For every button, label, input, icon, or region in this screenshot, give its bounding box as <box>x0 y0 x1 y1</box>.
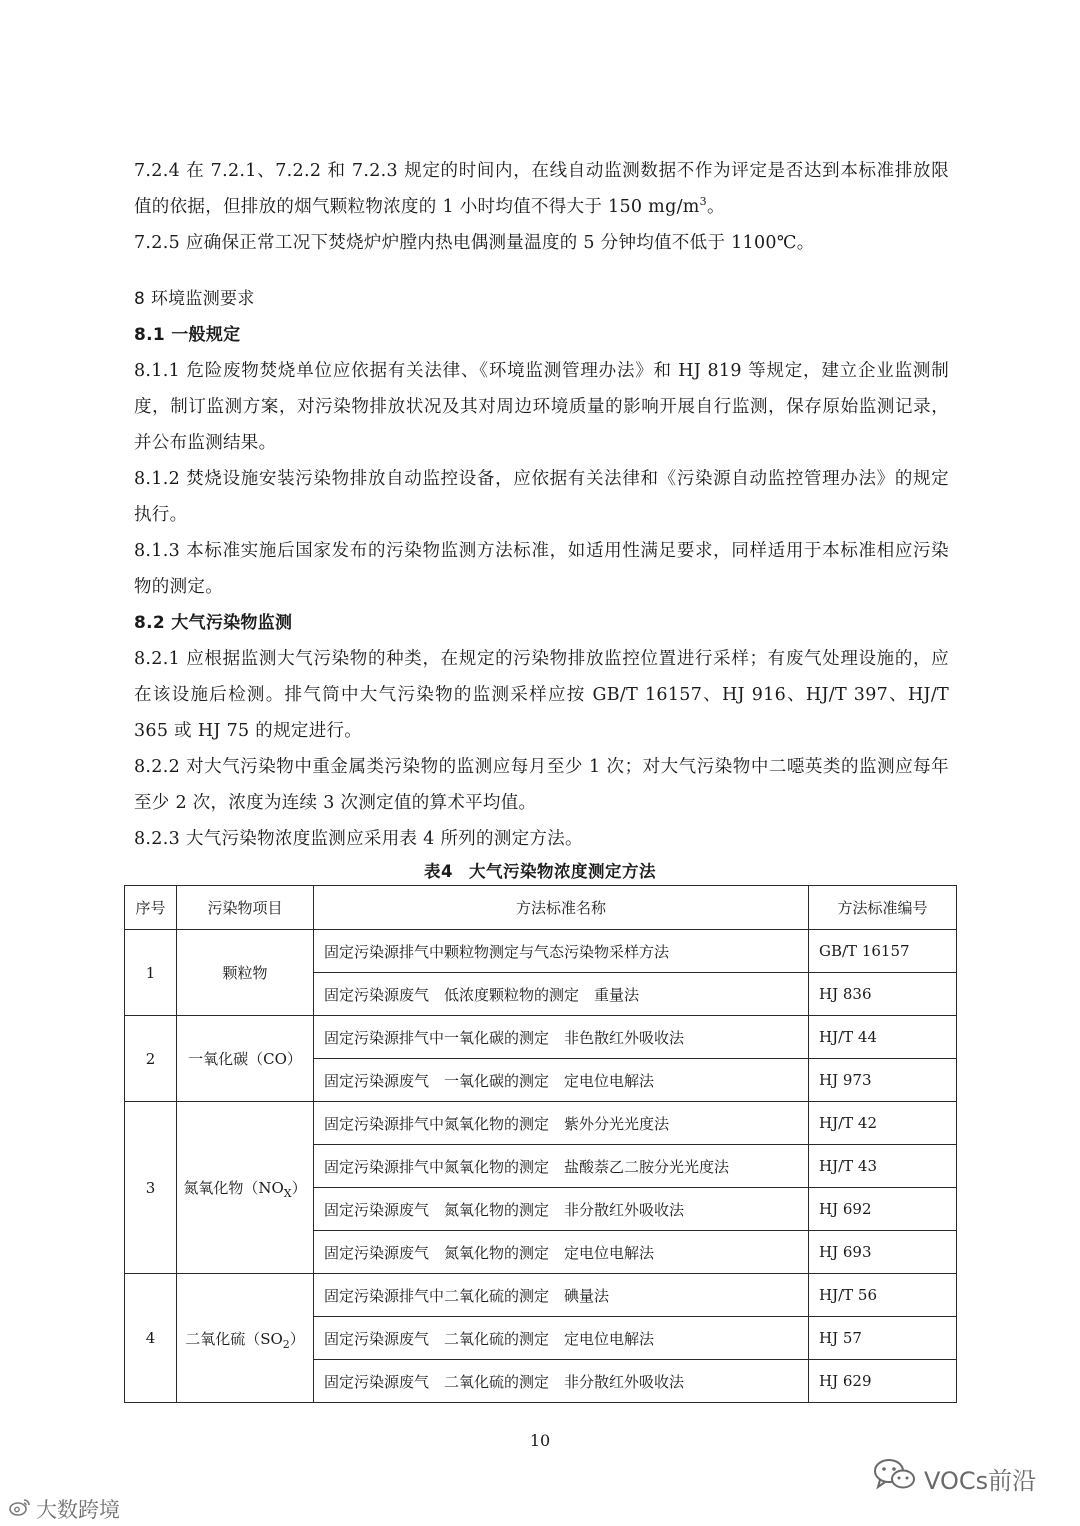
clause-8-2-3: 8.2.3 大气污染物浓度监测应采用表 4 所列的测定方法。 <box>134 829 583 849</box>
table-row <box>125 1102 957 1145</box>
method-name: 固定污染源废气 低浓度颗粒物的测定 重量法 <box>314 973 809 1016</box>
pollutant-item: 一氧化碳（CO） <box>177 1016 314 1102</box>
methods-table <box>124 885 957 1403</box>
table-header-row <box>125 886 957 930</box>
wechat-icon <box>872 1457 918 1499</box>
clause-8-1-2: 8.1.2 焚烧设施安装污染物排放自动监控设备，应依据有关法律和《污染源自动监控管理办法》的规定执行。 <box>134 469 949 525</box>
pollutant-item: 氮氧化物$(NO_X)$ <box>177 1102 314 1274</box>
watermark-right-text: VOCs前沿 <box>924 1466 1037 1495</box>
watermark-right <box>872 1457 1036 1499</box>
method-code: HJ 836 <box>809 973 957 1016</box>
method-name: 固定污染源废气 氮氧化物的测定 非分散红外吸收法 <box>314 1188 809 1231</box>
method-name: 固定污染源废气 氮氧化物的测定 定电位电解法 <box>314 1231 809 1274</box>
clause-7-2-4: 7.2.4 在 7.2.1、7.2.2 和 7.2.3 规定的时间内，在线自动监测数据不作为评定是否达到本标准排放限值的依据，但排放的烟气颗粒物浓度的 1 小时均值不得大于 150 $mg/m^3$。 <box>134 161 949 217</box>
section-8-2-heading: 8.2 大气污染物监测 <box>134 613 293 633</box>
section-8-1-heading: 8.1 一般规定 <box>134 325 241 345</box>
section-8-heading: 8 环境监测要求 <box>134 289 255 309</box>
method-name: 固定污染源排气中颗粒物测定与气态污染物采样方法 <box>314 930 809 973</box>
method-code: HJ/T 43 <box>809 1145 957 1188</box>
clause-8-2-1: 8.2.1 应根据监测大气污染物的种类，在规定的污染物排放监控位置进行采样；有废气处理设施的，应在该设施后检测。排气筒中大气污染物的监测采样应按 GB/T 16157、HJ 916、HJ/T 397、HJ/T 365 或 HJ 75 的规定进行。 <box>134 649 949 741</box>
document-body <box>134 153 949 857</box>
method-name: 固定污染源废气 一氧化碳的测定 定电位电解法 <box>314 1059 809 1102</box>
method-code: HJ 692 <box>809 1188 957 1231</box>
method-name: 固定污染源排气中一氧化碳的测定 非色散红外吸收法 <box>314 1016 809 1059</box>
method-code: HJ/T 42 <box>809 1102 957 1145</box>
clause-7-2-5: 7.2.5 应确保正常工况下焚烧炉炉膛内热电偶测量温度的 5 分钟均值不低于 1100℃。 <box>134 233 815 253</box>
page-number: 10 <box>529 1431 551 1450</box>
row-number: 2 <box>125 1016 177 1102</box>
method-code: HJ 693 <box>809 1231 957 1274</box>
table-caption <box>124 858 956 882</box>
method-name: 固定污染源排气中二氧化硫的测定 碘量法 <box>314 1274 809 1317</box>
method-name: 固定污染源废气 二氧化硫的测定 定电位电解法 <box>314 1317 809 1360</box>
row-number: 4 <box>125 1274 177 1403</box>
weibo-icon <box>8 1497 32 1522</box>
watermark-left <box>8 1494 120 1524</box>
method-code: HJ/T 56 <box>809 1274 957 1317</box>
method-name: 固定污染源废气 二氧化硫的测定 非分散红外吸收法 <box>314 1360 809 1403</box>
method-name: 固定污染源排气中氮氧化物的测定 紫外分光光度法 <box>314 1102 809 1145</box>
row-number: 1 <box>125 930 177 1016</box>
header-item: 污染物项目 <box>177 886 314 930</box>
row-number: 3 <box>125 1102 177 1274</box>
method-code: HJ 629 <box>809 1360 957 1403</box>
clause-8-1-3: 8.1.3 本标准实施后国家发布的污染物监测方法标准，如适用性满足要求，同样适用于本标准相应污染物的测定。 <box>134 541 949 597</box>
header-no: 序号 <box>125 886 177 930</box>
table-row <box>125 1016 957 1059</box>
pollutant-item: 颗粒物 <box>177 930 314 1016</box>
method-code: GB/T 16157 <box>809 930 957 973</box>
clause-8-1-1: 8.1.1 危险废物焚烧单位应依据有关法律、《环境监测管理办法》和 HJ 819 等规定，建立企业监测制度，制订监测方案，对污染物排放状况及其对周边环境质量的影响开展自行监测，保存原始监测记录，并公布监测结果。 <box>134 361 949 453</box>
method-code: HJ 973 <box>809 1059 957 1102</box>
clause-8-2-2: 8.2.2 对大气污染物中重金属类污染物的监测应每月至少 1 次；对大气污染物中二噁英类的监测应每年至少 2 次，浓度为连续 3 次测定值的算术平均值。 <box>134 757 949 813</box>
method-name: 固定污染源排气中氮氧化物的测定 盐酸萘乙二胺分光光度法 <box>314 1145 809 1188</box>
watermark-left-text: 大数跨境 <box>36 1498 120 1522</box>
method-code: HJ/T 44 <box>809 1016 957 1059</box>
table-row <box>125 930 957 973</box>
table-row <box>125 1274 957 1317</box>
header-code: 方法标准编号 <box>809 886 957 930</box>
header-method: 方法标准名称 <box>314 886 809 930</box>
table-title: 大气污染物浓度测定方法 <box>468 862 656 881</box>
table-number: 表4 <box>424 862 453 881</box>
method-code: HJ 57 <box>809 1317 957 1360</box>
pollutant-item: 二氧化硫$(SO_2)$ <box>177 1274 314 1403</box>
